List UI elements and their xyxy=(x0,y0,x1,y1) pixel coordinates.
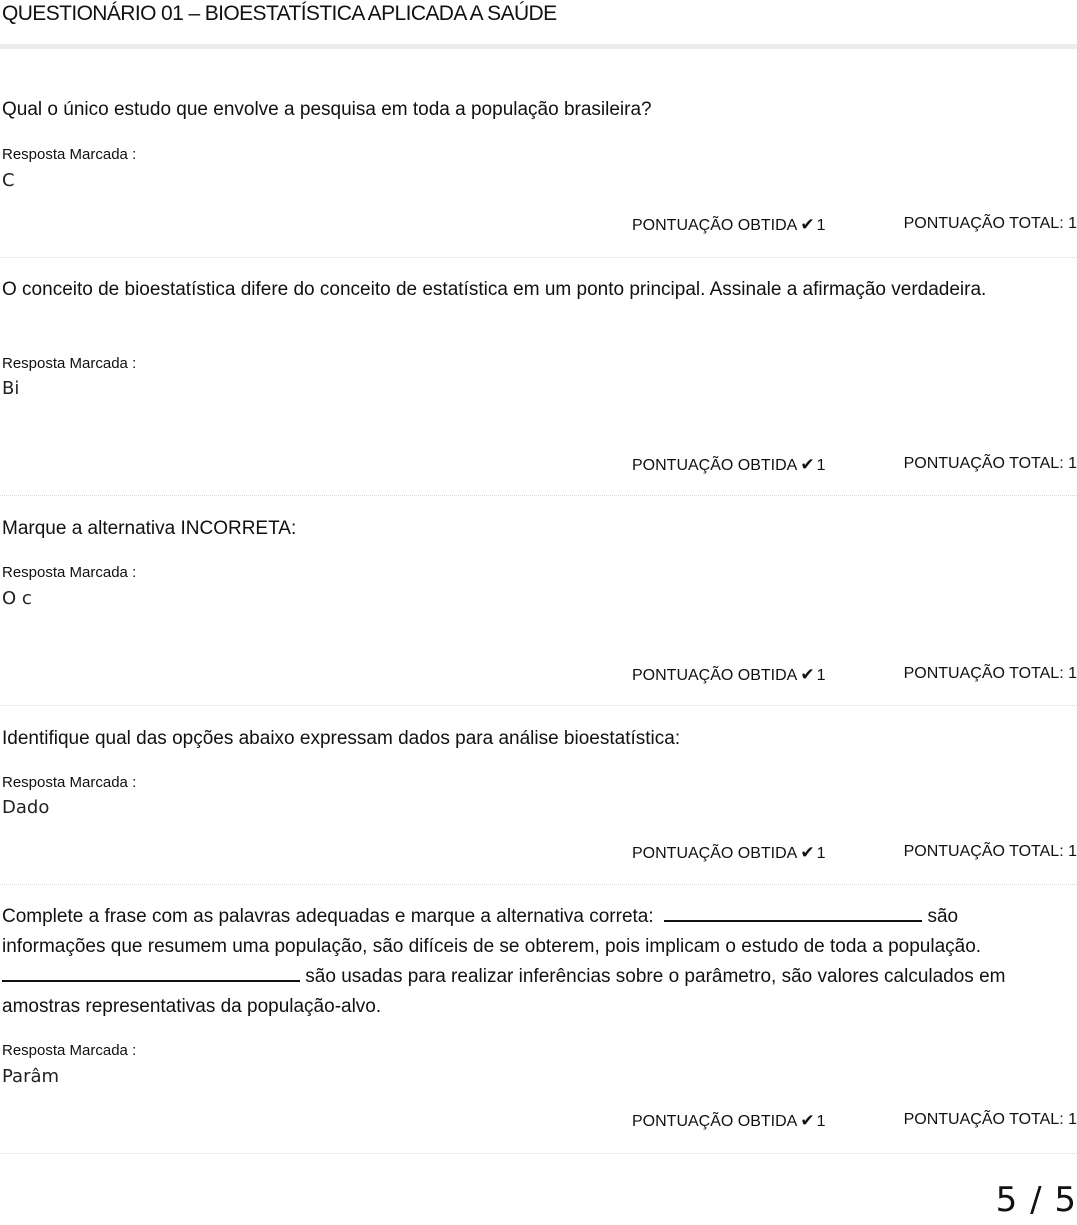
marked-answer: Bi xyxy=(2,378,20,399)
score-total-value: 1 xyxy=(1068,455,1077,472)
score-total xyxy=(904,455,1077,473)
score-obtained xyxy=(632,1111,826,1131)
score-obtained-value: 1 xyxy=(816,667,826,684)
score-obtained-label: PONTUAÇÃO OBTIDA xyxy=(632,217,798,234)
fill-blank xyxy=(2,962,300,982)
check-icon: ✔ xyxy=(800,843,815,862)
answer-label: Resposta Marcada : xyxy=(2,564,137,581)
score-obtained xyxy=(632,455,826,475)
score-obtained-label: PONTUAÇÃO OBTIDA xyxy=(632,1113,798,1130)
score-total xyxy=(904,843,1077,861)
score-total xyxy=(904,1111,1077,1129)
score-obtained-label: PONTUAÇÃO OBTIDA xyxy=(632,667,798,684)
answer-label: Resposta Marcada : xyxy=(2,774,137,791)
score-row xyxy=(0,1111,1077,1135)
final-score: 5 / 5 xyxy=(995,1180,1077,1220)
answer-label: Resposta Marcada : xyxy=(2,1042,137,1059)
question-divider xyxy=(0,705,1077,706)
score-obtained-value: 1 xyxy=(816,217,826,234)
question-text: O conceito de bioestatística difere do conceito de estatística em um ponto principal. Assinale a afirmação verdadeira. xyxy=(2,279,987,300)
final-score-obtained: 5 xyxy=(995,1180,1019,1220)
fill-blank xyxy=(664,902,922,922)
score-row xyxy=(0,843,1077,867)
score-total xyxy=(904,665,1077,683)
marked-answer: Parâm xyxy=(2,1066,60,1087)
score-obtained xyxy=(632,215,826,235)
score-obtained-label: PONTUAÇÃO OBTIDA xyxy=(632,457,798,474)
question-text xyxy=(2,902,1062,1022)
question-text: Identifique qual das opções abaixo expressam dados para análise bioestatística: xyxy=(2,728,681,749)
score-total-value: 1 xyxy=(1068,215,1077,232)
score-row xyxy=(0,215,1077,239)
score-total-value: 1 xyxy=(1068,1111,1077,1128)
score-total-value: 1 xyxy=(1068,665,1077,682)
page-title: QUESTIONÁRIO 01 – BIOESTATÍSTICA APLICADA A SAÚDE xyxy=(2,2,557,25)
score-total-label: PONTUAÇÃO TOTAL: xyxy=(903,455,1064,472)
question-text-part: Complete a frase com as palavras adequadas e marque a alternativa correta: xyxy=(2,906,654,927)
answer-label: Resposta Marcada : xyxy=(2,146,137,163)
marked-answer: C xyxy=(2,170,15,191)
final-score-total: 5 xyxy=(1054,1180,1077,1220)
marked-answer: Dado xyxy=(2,797,50,818)
score-row xyxy=(0,665,1077,689)
title-divider xyxy=(0,44,1077,49)
check-icon: ✔ xyxy=(800,1111,815,1130)
question-text-part: são usadas para realizar inferências sobre o parâmetro, são valores calculados em amostras representativas da população-alvo. xyxy=(2,966,1006,1017)
score-total-value: 1 xyxy=(1068,843,1077,860)
score-obtained-value: 1 xyxy=(816,1113,826,1130)
question-text: Qual o único estudo que envolve a pesquisa em toda a população brasileira? xyxy=(2,99,652,120)
score-obtained-value: 1 xyxy=(816,845,826,862)
score-total-label: PONTUAÇÃO TOTAL: xyxy=(903,843,1064,860)
answer-label: Resposta Marcada : xyxy=(2,355,137,372)
check-icon: ✔ xyxy=(800,215,815,234)
question-divider xyxy=(0,257,1077,258)
marked-answer: O c xyxy=(2,588,32,609)
question-divider xyxy=(0,1153,1077,1154)
score-obtained xyxy=(632,665,826,685)
score-obtained xyxy=(632,843,826,863)
score-total-label: PONTUAÇÃO TOTAL: xyxy=(903,215,1064,232)
score-total xyxy=(904,215,1077,233)
score-row xyxy=(0,455,1077,479)
check-icon: ✔ xyxy=(800,455,815,474)
check-icon: ✔ xyxy=(800,665,815,684)
question-text: Marque a alternativa INCORRETA: xyxy=(2,518,297,539)
score-total-label: PONTUAÇÃO TOTAL: xyxy=(903,665,1064,682)
question-text-part: são informações que resumem uma população, são difíceis de se obterem, pois implicam o estudo de toda a população. xyxy=(2,906,982,957)
score-obtained-value: 1 xyxy=(816,457,826,474)
question-divider xyxy=(0,495,1077,496)
question-divider xyxy=(0,884,1077,885)
score-total-label: PONTUAÇÃO TOTAL: xyxy=(903,1111,1064,1128)
score-obtained-label: PONTUAÇÃO OBTIDA xyxy=(632,845,798,862)
